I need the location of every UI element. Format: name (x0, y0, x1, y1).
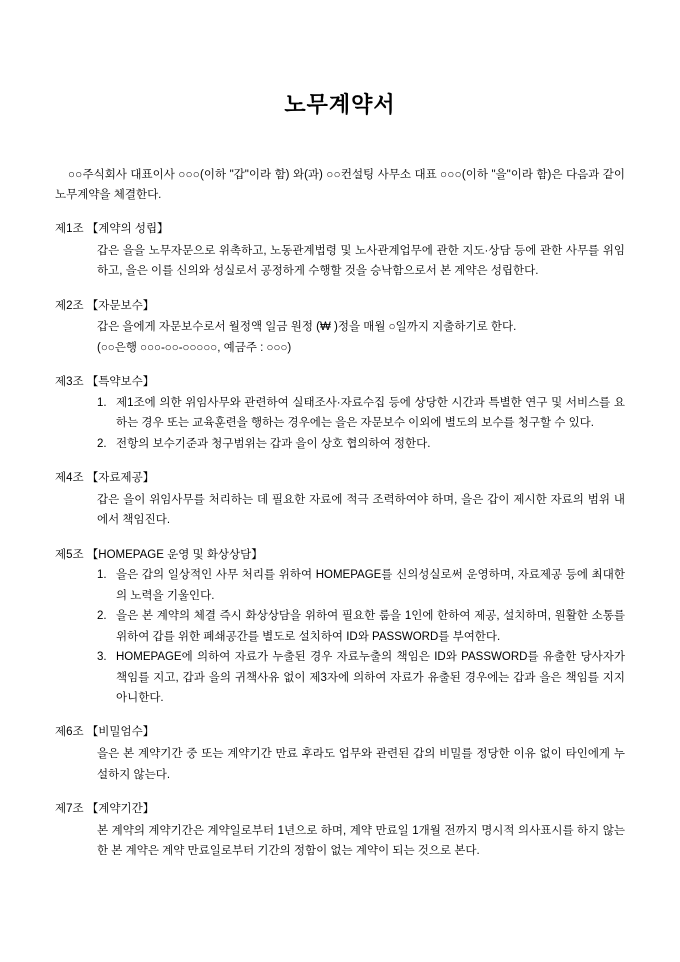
article-7 (55, 800, 625, 861)
article-6-heading: 제6조 【비밀엄수】 (55, 726, 155, 739)
article-7-heading: 제7조 【계약기간】 (55, 802, 155, 815)
article-5-item-3: HOMEPAGE에 의하여 자료가 누출된 경우 자료누출의 책임은 ID와 PASSWORD를 유출한 당사자가 책임를 지고, 갑과 을의 귀책사유 없이 제3자에 의하여 자료가 유출된 경우에는 갑과 을은 책임를 지지 아니한다. (116, 651, 625, 705)
article-2-paragraph-1: 갑은 을에게 자문보수로서 월정액 일금 원정 (₩ )정을 매월 ○일까지 지출하기로 한다. (97, 321, 517, 334)
article-1-heading: 제1조 【계약의 성립】 (55, 223, 169, 236)
article-1-paragraph-1: 갑은 을을 노무자문으로 위촉하고, 노동관계법령 및 노사관계업무에 관한 지도·상담 등에 관한 사무를 위임하고, 을은 이를 신의와 성실로서 공정하게 수행할 것을 승낙함으로서 본 계약은 성립한다. (97, 244, 625, 278)
article-4 (55, 469, 625, 530)
article-3-item-1: 제1조에 의한 위임사무와 관련하여 실태조사·자료수집 등에 상당한 시간과 특별한 연구 및 서비스를 요하는 경우 또는 교육훈련을 행하는 경우에는 을은 자문보수 이외에 별도의 보수를 청구할 수 있다. (116, 396, 625, 430)
article-5-list (55, 565, 625, 708)
article-2-heading: 제2조 【자문보수】 (55, 299, 155, 312)
article-5 (55, 546, 625, 709)
article-5-heading: 제5조 【HOMEPAGE 운영 및 화상상담】 (55, 548, 263, 561)
article-7-paragraph-1: 본 계약의 계약기간은 계약일로부터 1년으로 하며, 계약 만료일 1개월 전까지 명시적 의사표시를 하지 않는 한 본 계약은 계약 만료일로부터 기간의 정함이 없는 계약이 되는 것으로 본다. (97, 824, 625, 857)
article-1 (55, 220, 625, 281)
article-3-list (55, 393, 625, 454)
article-3-item-2: 전항의 보수기준과 청구범위는 갑과 을이 상호 협의하여 정한다. (116, 437, 431, 450)
article-2-paragraph-2: (○○은행 ○○○-○○-○○○○○, 예금주 : ○○○) (97, 341, 292, 354)
article-3 (55, 373, 625, 454)
preamble-paragraph: ○○주식회사 대표이사 ○○○(이하 "갑"이라 함) 와(과) ○○컨설팅 사무소 대표 ○○○(이하 "을"이라 함)은 다음과 같이 노무계약을 체결한다. (55, 169, 625, 202)
article-5-item-1: 을은 갑의 일상적인 사무 처리를 위하여 HOMEPAGE를 신의성실로써 운영하며, 자료제공 등에 최대한의 노력을 기울인다. (116, 569, 625, 602)
article-4-heading: 제4조 【자료제공】 (55, 472, 155, 485)
article-6 (55, 723, 625, 784)
article-5-item-2: 을은 본 계약의 체결 즉시 화상상담을 위하여 필요한 룸을 1인에 한하여 제공, 설치하며, 원활한 소통를 위하여 갑를 위한 폐쇄공간를 별도로 설치하여 ID와 PASSWORD를 부여한다. (116, 610, 625, 643)
article-4-paragraph-1: 갑은 을이 위임사무를 처리하는 데 필요한 자료에 적극 조력하여야 하며, 을은 갑이 제시한 자료의 범위 내에서 책임진다. (97, 493, 625, 527)
page-title: 노무계약서 (284, 92, 396, 117)
article-2 (55, 297, 625, 358)
article-6-paragraph-1: 을은 본 계약기간 중 또는 계약기간 만료 후라도 업무와 관련된 갑의 비밀를 정당한 이유 없이 타인에게 누설하지 않는다. (97, 748, 625, 781)
article-3-heading: 제3조 【특약보수】 (55, 376, 155, 389)
